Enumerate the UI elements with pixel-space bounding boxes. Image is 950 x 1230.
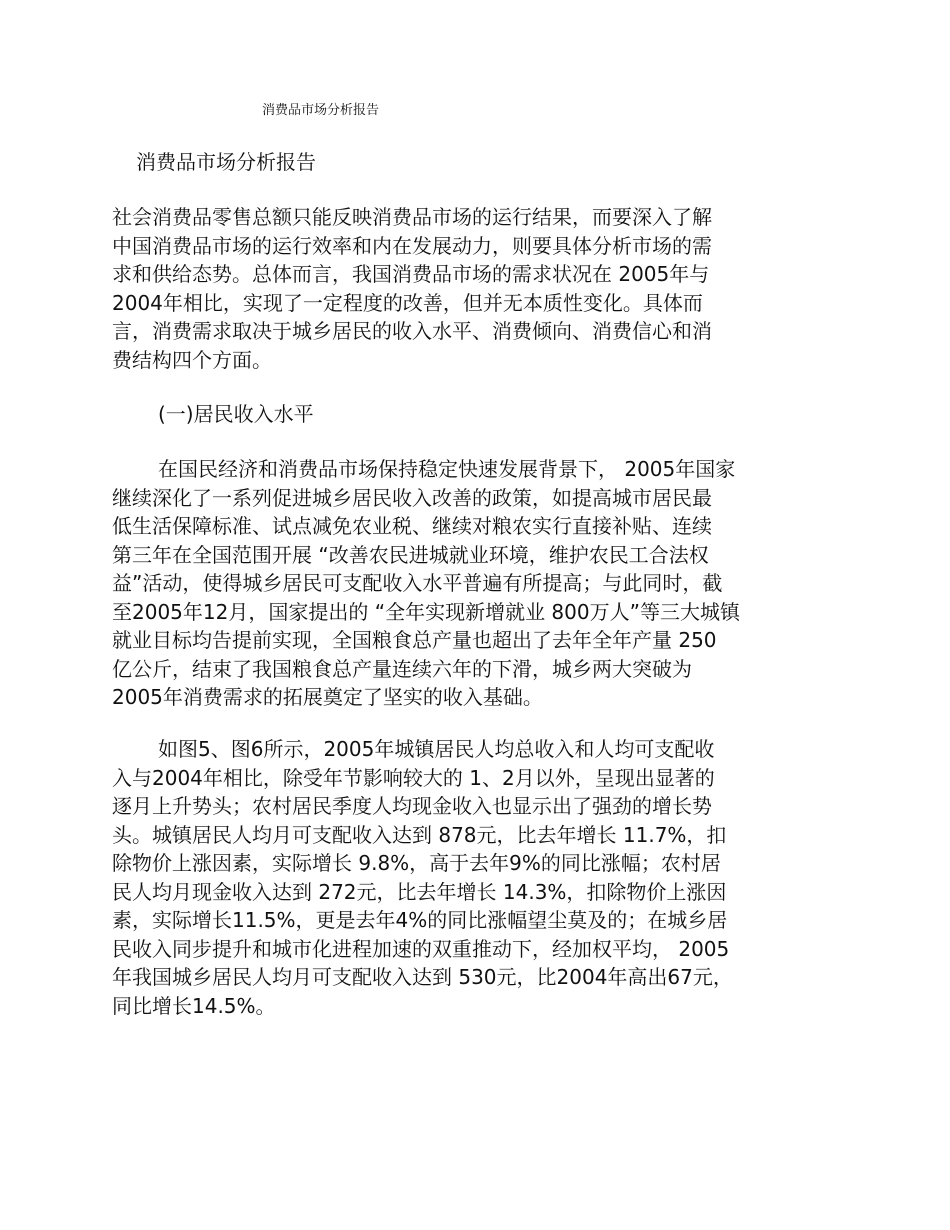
paragraph-line: 入与2004年相比，除受年节影响较大的 1、2月以外，呈现出显著的 (112, 765, 715, 790)
paragraph-line: 年我国城乡居民人均月可支配收入达到 530元，比2004年高出67元， (112, 965, 733, 989)
income-figures-paragraph (112, 735, 842, 1020)
paragraph-line: 如图5、图6所示，2005年城镇居民人均总收入和人均可支配收 (158, 737, 715, 761)
paragraph-line: 至2005年12月，国家提出的 “全年实现新增就业 800万人”等三大城镇 (112, 599, 740, 624)
paragraph-line: 益”活动，使得城乡居民可支配收入水平普遍有所提高；与此同时，截 (112, 571, 723, 595)
paragraph-line: 2004年相比，实现了一定程度的改善，但并无本质性变化。具体而 (112, 290, 703, 315)
paragraph-line: 素，实际增长11.5%，更是去年4%的同比涨幅望尘莫及的；在城乡居 (112, 908, 728, 932)
paragraph-line: 就业目标均告提前实现，全国粮食总产量也超出了去年全年产量 250 (112, 628, 717, 652)
paragraph-line: 中国消费品市场的运行效率和内在发展动力，则要具体分析市场的需 (112, 233, 712, 258)
paragraph-line: 2005年消费需求的拓展奠定了坚实的收入基础。 (112, 685, 543, 709)
paragraph-line: 除物价上涨因素，实际增长 9.8%，高于去年9%的同比涨幅；农村居 (112, 851, 721, 875)
section-heading: (一)居民收入水平 (158, 402, 314, 426)
paragraph-line: 亿公斤，结束了我国粮食总产量连续六年的下滑，城乡两大突破为 (112, 656, 692, 681)
paragraph-line: 逐月上升势头；农村居民季度人均现金收入也显示出了强劲的增长势 (112, 794, 712, 818)
paragraph-line: 费结构四个方面。 (112, 347, 272, 372)
paragraph-line: 第三年在全国范围开展 “改善农民进城就业环境，维护农民工合法权 (112, 542, 709, 567)
paragraph-line: 在国民经济和消费品市场保持稳定快速发展背景下， 2005年国家 (158, 457, 736, 481)
document-title: 消费品市场分析报告 (136, 150, 316, 174)
paragraph-line: 民人均月现金收入达到 272元，比去年增长 14.3%，扣除物价上涨因 (112, 879, 727, 904)
paragraph-line: 继续深化了一系列促进城乡居民收入改善的政策，如提高城市居民最 (112, 485, 712, 510)
paragraph-line: 民收入同步提升和城市化进程加速的双重推动下，经加权平均， 2005 (112, 936, 730, 961)
paragraph-line: 头。城镇居民人均月可支配收入达到 878元，比去年增长 11.7%，扣 (112, 822, 727, 847)
paragraph-line: 求和供给态势。总体而言，我国消费品市场的需求状况在 2005年与 (112, 262, 710, 286)
paragraph-line: 同比增长14.5%。 (112, 993, 276, 1018)
running-header: 消费品市场分析报告 (262, 103, 380, 118)
intro-paragraph (112, 203, 842, 374)
paragraph-line: 社会消费品零售总额只能反映消费品市场的运行结果，而要深入了解 (112, 205, 712, 229)
paragraph-line: 低生活保障标准、试点减免农业税、继续对粮农实行直接补贴、连续 (112, 514, 712, 538)
income-policy-paragraph (112, 455, 842, 712)
paragraph-line: 言，消费需求取决于城乡居民的收入水平、消费倾向、消费信心和消 (112, 319, 712, 343)
